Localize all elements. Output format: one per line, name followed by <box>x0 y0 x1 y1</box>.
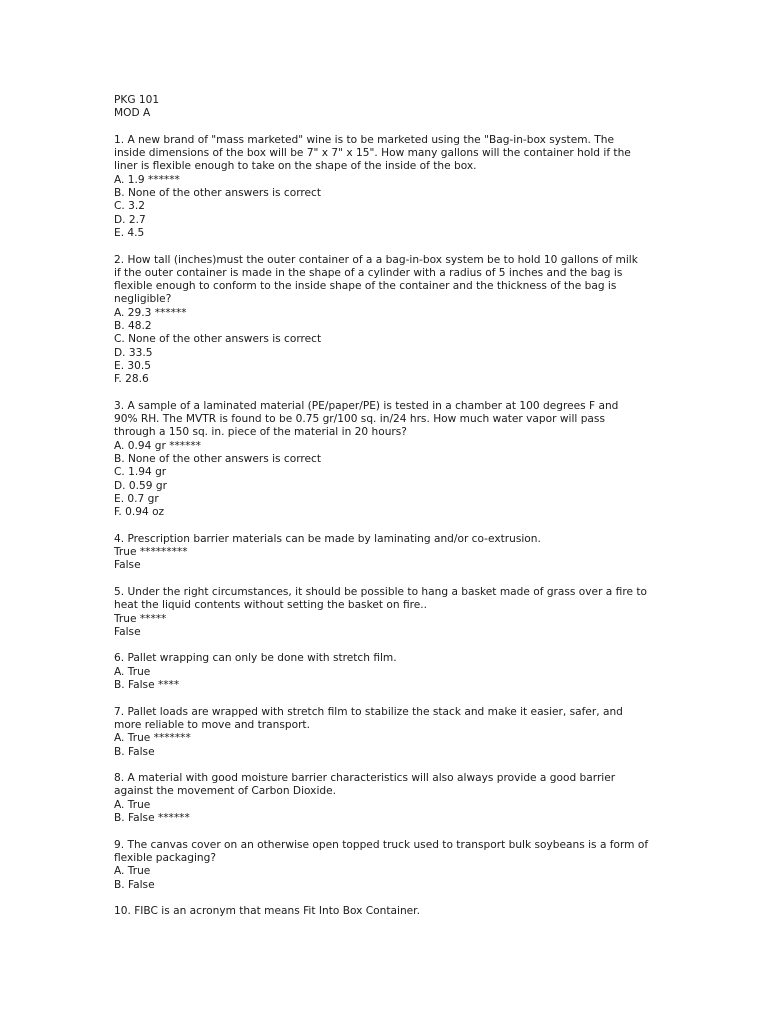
question-block <box>114 134 659 240</box>
answer-option: A. 0.94 gr ****** <box>114 439 201 452</box>
answer-option: False <box>114 625 141 638</box>
question-text-line: 9. The canvas cover on an otherwise open topped truck used to transport bulk soybeans is a form of <box>114 838 649 851</box>
spacer <box>114 121 659 134</box>
spacer <box>114 892 659 905</box>
question-text-line: 90% RH. The MVTR is found to be 0.75 gr/100 sq. in/24 hrs. How much water vapor will pass <box>114 413 605 426</box>
question-text-line: 2. How tall (inches)must the outer container of a a bag-in-box system be to hold 10 gallons of milk <box>114 253 638 266</box>
question-text-line: 1. A new brand of "mass marketed" wine is to be marketed using the "Bag-in-box system. The <box>114 133 614 146</box>
question-text-line: 4. Prescription barrier materials can be made by laminating and/or co-extrusion. <box>114 532 541 545</box>
answer-option: C. 1.94 gr <box>114 466 167 479</box>
answer-option: B. None of the other answers is correct <box>114 187 322 200</box>
question-text-line: heat the liquid contents without setting the basket on fire.. <box>114 599 427 612</box>
spacer <box>114 387 659 400</box>
question-text-line: 3. A sample of a laminated material (PE/paper/PE) is tested in a chamber at 100 degrees F and <box>114 399 619 412</box>
question-text-line: 7. Pallet loads are wrapped with stretch film to stabilize the stack and make it easier, safer, and <box>114 705 623 718</box>
question-block <box>114 652 659 692</box>
answer-option: A. True <box>114 665 151 678</box>
question-text-line: 10. FIBC is an acronym that means Fit Into Box Container. <box>114 905 420 918</box>
question-list <box>114 134 659 919</box>
spacer <box>114 825 659 838</box>
answer-option: B. 48.2 <box>114 320 152 333</box>
answer-option: A. 29.3 ****** <box>114 306 187 319</box>
spacer <box>114 520 659 533</box>
answer-option: A. True <box>114 865 151 878</box>
question-block <box>114 254 659 387</box>
question-text-line: liner is flexible enough to take on the shape of the inside of the box. <box>114 160 477 173</box>
answer-option: B. False <box>114 878 155 891</box>
question-text-line: flexible packaging? <box>114 851 216 864</box>
module-title: MOD A <box>114 107 151 120</box>
answer-option: C. 3.2 <box>114 200 145 213</box>
course-title: PKG 101 <box>114 94 160 106</box>
spacer <box>114 692 659 705</box>
spacer <box>114 759 659 772</box>
question-block <box>114 772 659 825</box>
spacer <box>114 639 659 652</box>
answer-option: E. 30.5 <box>114 359 152 372</box>
answer-option: B. None of the other answers is correct <box>114 453 322 466</box>
question-text-line: if the outer container is made in the shape of a cylinder with a radius of 5 inches and the bag is <box>114 266 623 279</box>
answer-option: D. 0.59 gr <box>114 479 167 492</box>
question-text-line: inside dimensions of the box will be 7" x 7" x 15". How many gallons will the container hold if the <box>114 147 631 160</box>
answer-option: D. 33.5 <box>114 346 153 359</box>
document-page <box>114 94 659 918</box>
question-block <box>114 533 659 573</box>
answer-option: A. 1.9 ****** <box>114 173 180 186</box>
question-text-line: 5. Under the right circumstances, it should be possible to hang a basket made of grass over a fire to <box>114 585 647 598</box>
question-text-line: 6. Pallet wrapping can only be done with stretch film. <box>114 652 397 665</box>
question-text-line: flexible enough to conform to the inside shape of the container and the thickness of the bag is <box>114 280 617 293</box>
question-block <box>114 839 659 892</box>
question-text-line: negligible? <box>114 293 172 306</box>
answer-option: E. 0.7 gr <box>114 492 159 505</box>
answer-option: True ***** <box>114 612 167 625</box>
answer-option: B. False **** <box>114 679 180 692</box>
spacer <box>114 573 659 586</box>
spacer <box>114 240 659 253</box>
question-text-line: against the movement of Carbon Dioxide. <box>114 785 337 798</box>
answer-option: C. None of the other answers is correct <box>114 333 322 346</box>
answer-option: D. 2.7 <box>114 213 146 226</box>
answer-option: B. False ****** <box>114 812 190 825</box>
question-block <box>114 706 659 759</box>
question-text-line: 8. A material with good moisture barrier characteristics will also always provide a good barrier <box>114 772 616 785</box>
question-block <box>114 400 659 520</box>
answer-option: True ********* <box>114 546 188 559</box>
answer-option: B. False <box>114 745 155 758</box>
question-block <box>114 905 659 918</box>
question-text-line: through a 150 sq. in. piece of the material in 20 hours? <box>114 426 407 439</box>
answer-option: A. True ******* <box>114 732 191 745</box>
question-block <box>114 586 659 639</box>
answer-option: F. 0.94 oz <box>114 506 165 519</box>
answer-option: False <box>114 559 141 572</box>
answer-option: E. 4.5 <box>114 226 145 239</box>
answer-option: A. True <box>114 798 151 811</box>
answer-option: F. 28.6 <box>114 373 149 386</box>
question-text-line: more reliable to move and transport. <box>114 718 310 731</box>
